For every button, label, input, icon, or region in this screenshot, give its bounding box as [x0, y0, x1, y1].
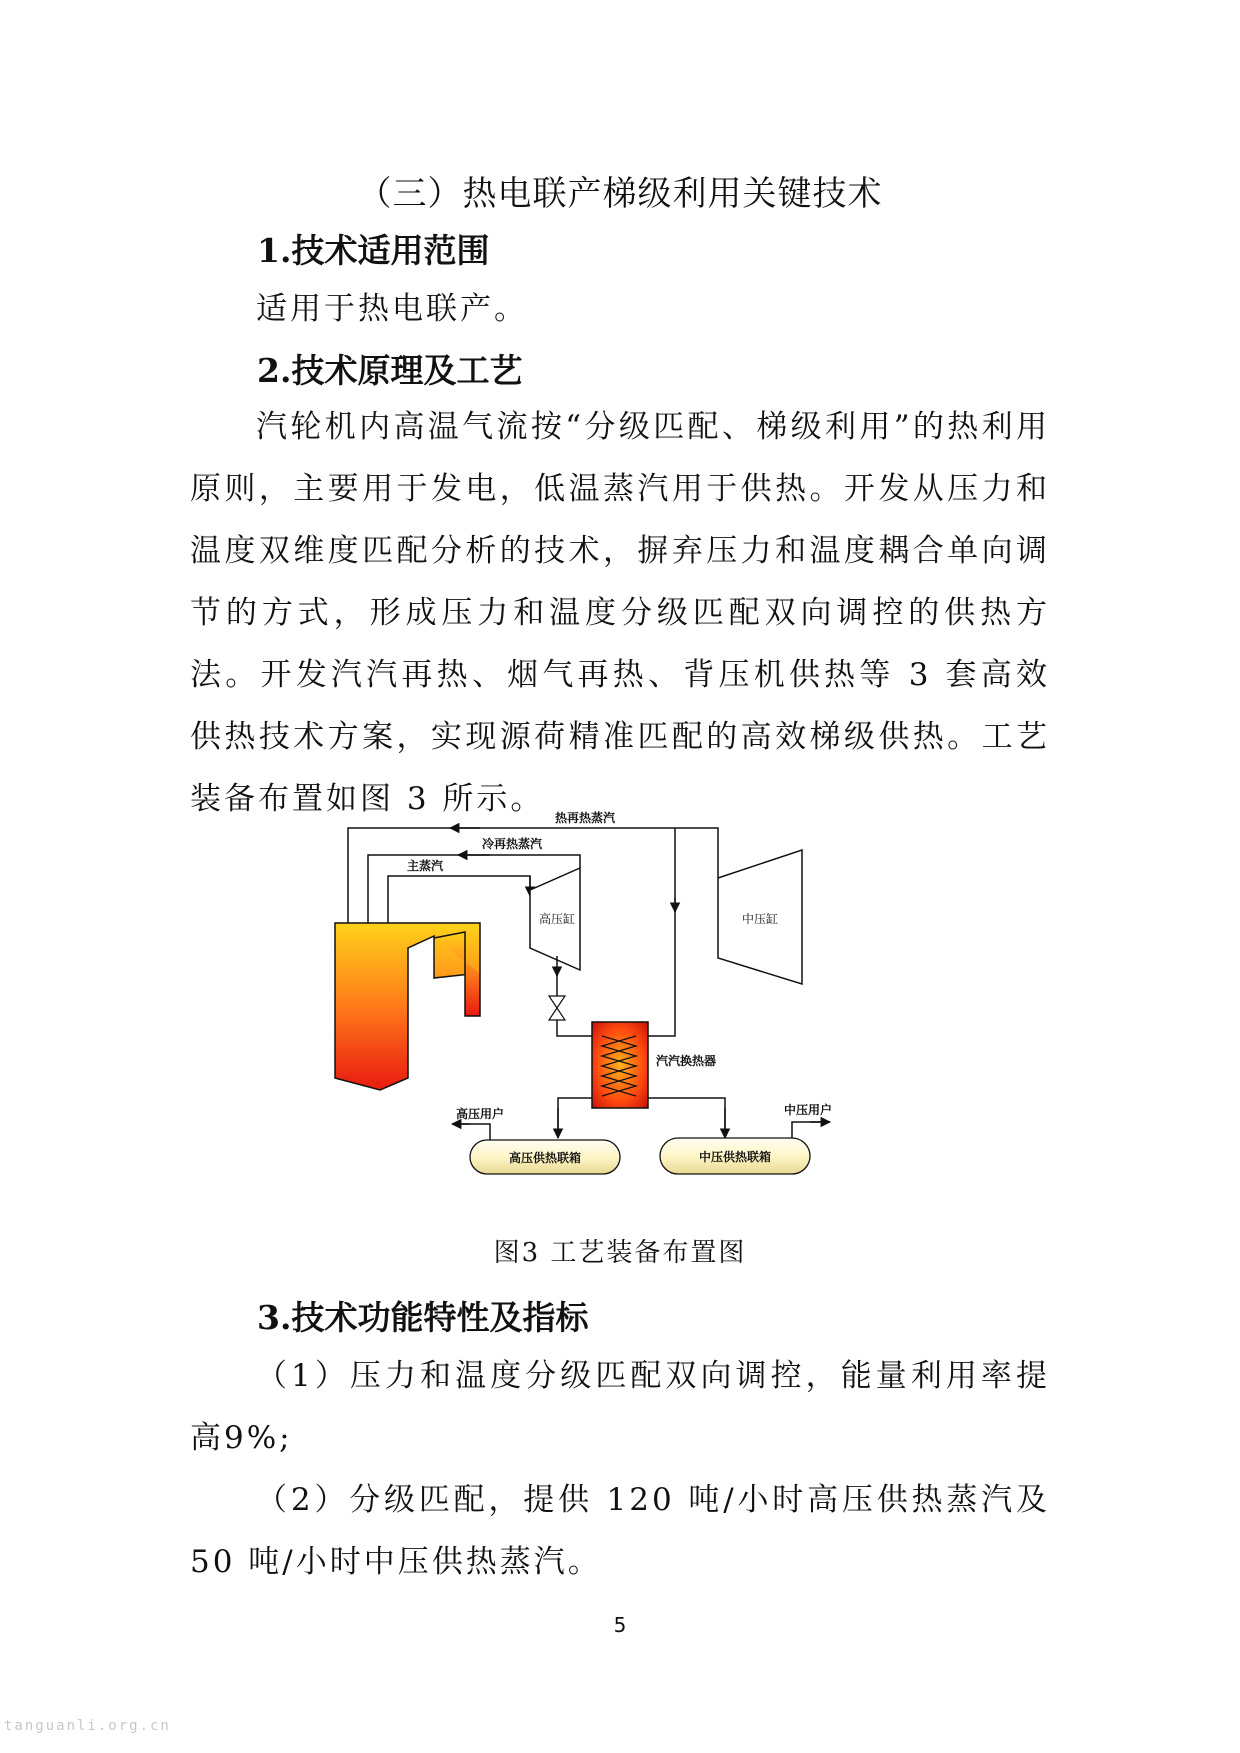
label-hp-user: 高压用户 — [455, 1107, 505, 1121]
watermark: tanguanli.org.cn — [4, 1718, 171, 1734]
paragraph-feature-2: （2）分级匹配，提供 120 吨/小时高压供热蒸汽及 50 吨/小时中压供热蒸汽。 — [190, 1482, 1050, 1580]
label-main-steam: 主蒸汽 — [406, 859, 444, 873]
heat-exchanger — [592, 1022, 648, 1108]
label-ip-header: 中压供热联箱 — [698, 1150, 772, 1164]
valve-icon — [549, 996, 565, 1020]
label-cold-reheat: 冷再热蒸汽 — [481, 837, 543, 851]
heading-scope: 1.技术适用范围 — [257, 231, 490, 270]
main-steam-pipe — [388, 876, 530, 923]
label-heat-exchanger: 汽汽换热器 — [656, 1054, 717, 1068]
paragraph-feature-1: （1）压力和温度分级匹配双向调控，能量利用率提高9%; — [190, 1358, 1050, 1456]
paragraph-scope: 适用于热电联产。 — [256, 291, 528, 327]
paragraph-principle: 汽轮机内高温气流按“分级匹配、梯级利用”的热利用原则，主要用于发电，低温蒸汽用于供热。开发从压力和温度双维度匹配分析的技术，摒弃压力和温度耦合单向调节的方式，形成压力和温度分级匹配双向调控的供热方法。开发汽汽再热、烟气再热、背压机供热等 3 套高效供热技术方案，实现源荷精准匹配的高效梯级供热。工艺装备布置如图 3 所示。 — [190, 409, 1050, 817]
heading-features: 3.技术功能特性及指标 — [257, 1298, 589, 1337]
figure-caption: 图3 工艺装备布置图 — [493, 1238, 747, 1268]
label-ip-user: 中压用户 — [783, 1103, 833, 1117]
heading-principle: 2.技术原理及工艺 — [257, 351, 523, 390]
page-number: 5 — [613, 1613, 627, 1637]
process-layout-figure — [330, 808, 900, 1218]
label-ip-cylinder: 中压缸 — [741, 912, 779, 926]
section-title: （三）热电联产梯级利用关键技术 — [357, 174, 883, 214]
label-hp-header: 高压供热联箱 — [508, 1151, 582, 1165]
label-hot-reheat: 热再热蒸汽 — [554, 811, 616, 825]
label-hp-cylinder: 高压缸 — [538, 912, 576, 926]
